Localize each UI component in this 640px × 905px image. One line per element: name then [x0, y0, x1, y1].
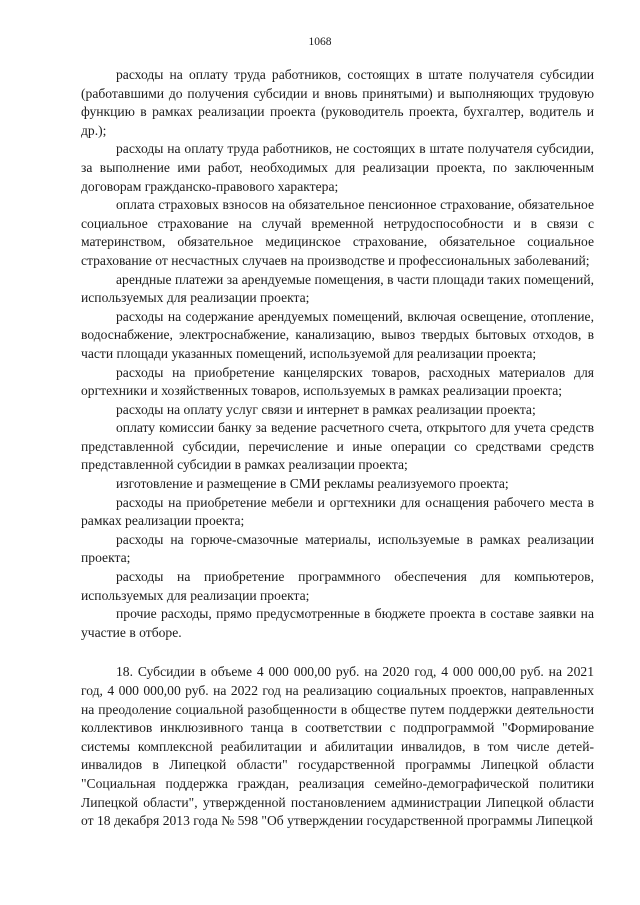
expense-item-paragraph: расходы на приобретение канцелярских товаров, расходных материалов для оргтехники и хозяйственных товаров, используемых в рамках реализации проекта;: [81, 364, 594, 399]
document-body: [81, 66, 594, 831]
expense-item-paragraph: прочие расходы, прямо предусмотренные в бюджете проекта в составе заявки на участие в отборе.: [81, 606, 594, 640]
expense-item-paragraph: расходы на оплату труда работников, не состоящих в штате получателя субсидии, за выполнение ими работ, необходимых для реализации проекта, по заключенным договорам гражданско-правового характера;: [81, 141, 594, 194]
expense-item-paragraph: расходы на горюче-смазочные материалы, используемые в рамках реализации проекта;: [81, 531, 594, 566]
expense-item-paragraph: расходы на приобретение мебели и оргтехники для оснащения рабочего места в рамках реализации проекта;: [81, 494, 594, 529]
section-18-paragraph: 18. Субсидии в объеме 4 000 000,00 руб. на 2020 год, 4 000 000,00 руб. на 2021 год, 4 000 000,00 руб. на 2022 год на реализацию социальных проектов, направленных на преодоление социальной разобщенности в обществе путем поддержки деятельности коллективов инклюзивного танца в соответствии с подпрограммой "Формирование системы комплексной реабилитации и абилитации инвалидов, в том числе детей-инвалидов в Липецкой области" государственной программы Липецкой области "Социальная поддержка граждан, реализация семейно-демографической политики Липецкой области", утвержденной постановлением администрации Липецкой области от 18 декабря 2013 года № 598 "Об утверждении государственной программы Липецкой: [81, 664, 594, 829]
expense-item-paragraph: оплату комиссии банку за ведение расчетного счета, открытого для учета средств представленной субсидии, перечисление и иные операции со средствами средств представленной субсидии в рамках реализации проекта;: [81, 420, 594, 473]
expense-item-paragraph: расходы на содержание арендуемых помещений, включая освещение, отопление, водоснабжение, электроснабжение, канализацию, вывоз твердых бытовых отходов, в части площади указанных помещений, используемой для реализации проекта;: [81, 308, 594, 361]
expense-item-paragraph: расходы на оплату услуг связи и интернет в рамках реализации проекта;: [116, 401, 536, 417]
expense-item-paragraph: расходы на приобретение программного обеспечения для компьютеров, используемых для реализации проекта;: [81, 569, 594, 603]
expense-item-paragraph: расходы на оплату труда работников, состоящих в штате получателя субсидии (работавшими до получения субсидии и вновь принятыми) и выполняющих трудовую функцию в рамках реализации проекта (руководитель проекта, бухгалтер, водитель и др.);: [81, 67, 594, 138]
expense-item-paragraph: арендные платежи за арендуемые помещения, в части площади таких помещений, используемых для реализации проекта;: [81, 271, 594, 306]
page-number: 1068: [308, 36, 332, 48]
expense-item-paragraph: изготовление и размещение в СМИ рекламы реализуемого проекта;: [116, 476, 509, 492]
expense-item-paragraph: оплата страховых взносов на обязательное пенсионное страхование, обязательное социальное страхование на случай временной нетрудоспособности и в связи с материнством, обязательное медицинское страхование, обязательное социальное страхование от несчастных случаев на производстве и профессиональных заболеваний;: [81, 197, 594, 268]
